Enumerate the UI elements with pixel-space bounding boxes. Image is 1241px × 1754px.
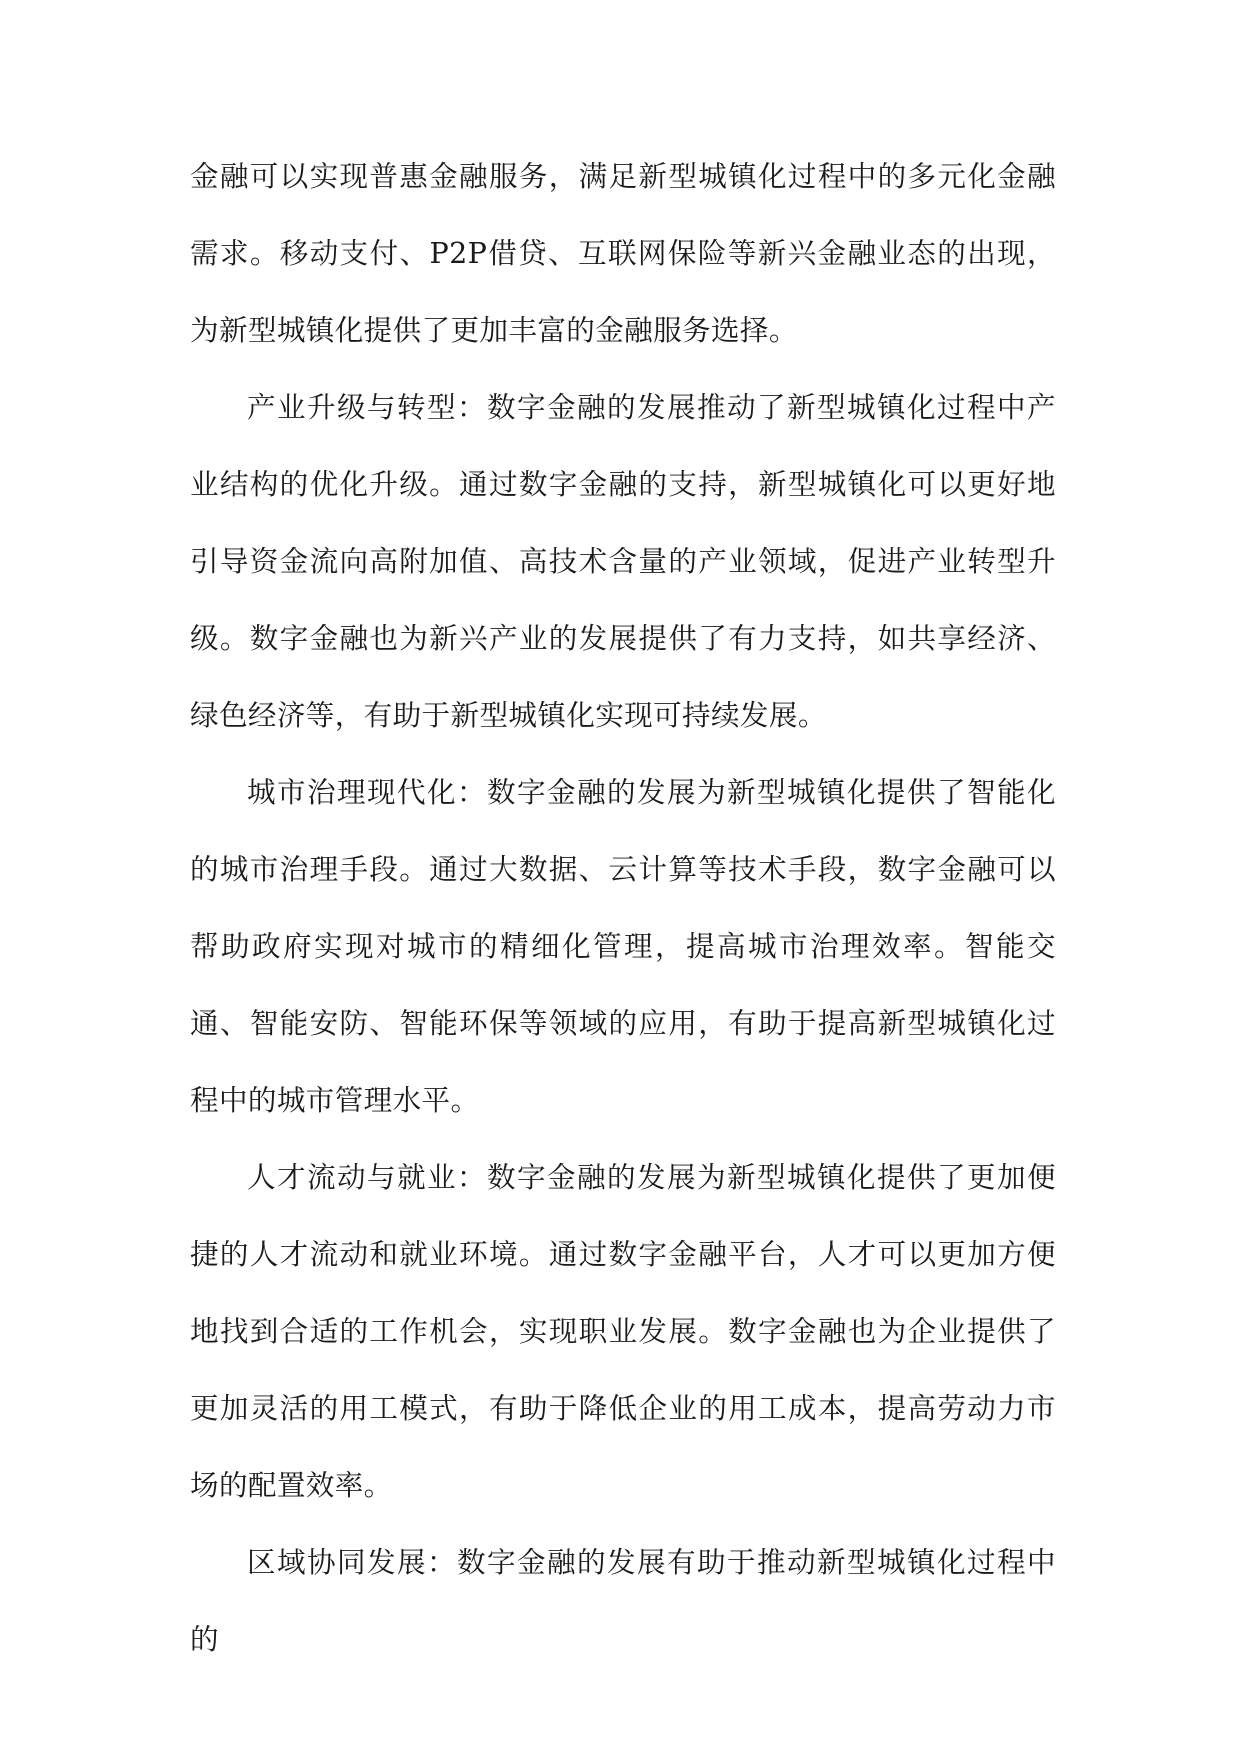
paragraph-talent-employment: 人才流动与就业：数字金融的发展为新型城镇化提供了更加便捷的人才流动和就业环境。通过数字金融平台，人才可以更加方便地找到合适的工作机会，实现职业发展。数字金融也为企业提供了更加灵活的用工模式，有助于降低企业的用工成本，提高劳动力市场的配置效率。 bbox=[190, 1160, 1056, 1502]
paragraph-regional-development: 区域协同发展：数字金融的发展有助于推动新型城镇化过程中的 bbox=[190, 1545, 1056, 1656]
paragraph-digital-finance-services: 金融可以实现普惠金融服务，满足新型城镇化过程中的多元化金融需求。移动支付、P2P借贷、互联网保险等新兴金融业态的出现，为新型城镇化提供了更加丰富的金融服务选择。 bbox=[190, 159, 1056, 347]
paragraph-urban-governance: 城市治理现代化：数字金融的发展为新型城镇化提供了智能化的城市治理手段。通过大数据、云计算等技术手段，数字金融可以帮助政府实现对城市的精细化管理，提高城市治理效率。智能交通、智能安防、智能环保等领域的应用，有助于提高新型城镇化过程中的城市管理水平。 bbox=[190, 775, 1056, 1117]
document-body bbox=[190, 138, 1056, 1678]
paragraph-industrial-upgrading: 产业升级与转型：数字金融的发展推动了新型城镇化过程中产业结构的优化升级。通过数字金融的支持，新型城镇化可以更好地引导资金流向高附加值、高技术含量的产业领域，促进产业转型升级。数字金融也为新兴产业的发展提供了有力支持，如共享经济、绿色经济等，有助于新型城镇化实现可持续发展。 bbox=[190, 390, 1056, 732]
